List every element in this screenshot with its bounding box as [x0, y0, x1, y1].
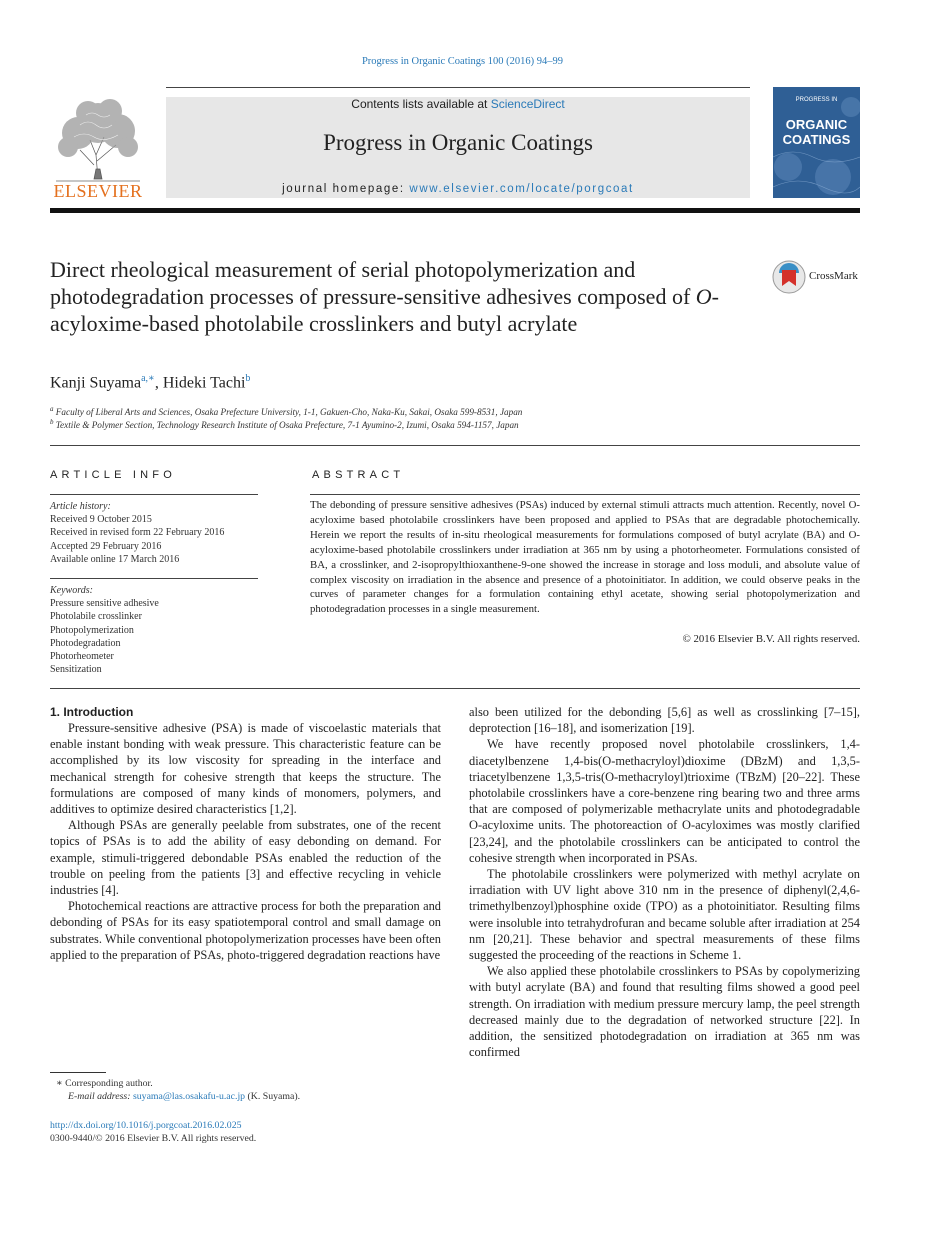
article-info-heading: ARTICLE INFO — [50, 469, 176, 481]
header-thick-rule — [50, 208, 860, 213]
footnote-rule — [50, 1072, 106, 1073]
keyword-item: Photolabile crosslinker — [50, 611, 142, 623]
section-heading-introduction: 1. Introduction — [50, 705, 134, 719]
authors-line — [50, 373, 250, 392]
history-item: Accepted 29 February 2016 — [50, 540, 162, 552]
homepage-line — [166, 183, 750, 195]
keyword-item: Photopolymerization — [50, 624, 134, 636]
keywords-block — [50, 584, 258, 676]
history-item: Received 9 October 2015 — [50, 514, 152, 526]
author-1-affil-mark[interactable]: a,∗ — [141, 373, 155, 384]
author-1[interactable]: Kanji Suyama — [50, 374, 142, 392]
email-line — [50, 1091, 300, 1102]
body-rule — [50, 688, 860, 689]
elsevier-logo — [50, 95, 146, 201]
journal-cover — [773, 87, 860, 198]
homepage-prefix: journal homepage: — [282, 183, 410, 195]
paragraph: We have recently proposed novel photolabile crosslinkers, 1,4-diacetylbenzene 1,4-bis(O-methacryloyl)dioxime (DBzM) and 1,3,5-triacetylbenzene 1,3,5-tris(O-methacryloyl)trioxime (TBzM) [20–22]. These photolabile crosslinkers have a core-benzene ring bearing two and three arms that are composed of polymerizable methacrylate units and photodegradable O-acyloxime units. The photoreaction of O-acyloximes was mostly clarified [23,24], and the photolabile crosslinkers can be anticipated to control the cohesive strength when incorporated in PSAs. — [469, 737, 860, 865]
paragraph: The photolabile crosslinkers were polymerized with methyl acrylate on irradiation with UV light above 310 nm in the presence of diphenyl(2,4,6-trimethylbenzoyl)phosphine oxide (TPO) as a photoinitiator. Resulting films were insoluble into tetrahydrofuran and became soluble after irradiation at 254 nm [20,21]. These behavior and spectral measurements of these films suggested the proceeding of the reactions in Scheme 1. — [469, 867, 860, 963]
cover-word-2: COATINGS — [782, 132, 851, 147]
corresponding-author-note: ∗ Corresponding author. — [56, 1078, 153, 1089]
title-part-1: Direct rheological measurement of serial photopolymerization and photodegradation processes of pressure-sensitive adhesives composed of — [50, 257, 696, 309]
issn-line: 0300-9440/© 2016 Elsevier B.V. All rights reserved. — [50, 1133, 257, 1144]
abstract-heading: ABSTRACT — [312, 469, 405, 481]
paragraph: also been utilized for the debonding [5,6] as well as crosslinking [7–15], deprotection [16–18], and isomerization [19]. — [469, 705, 860, 736]
doi-link[interactable]: http://dx.doi.org/10.1016/j.porgcoat.2016.02.025 — [50, 1120, 242, 1131]
body-column-left — [50, 720, 441, 963]
affiliation-b — [50, 418, 519, 430]
affiliation-b-mark: b — [50, 418, 54, 426]
paragraph: Photochemical reactions are attractive process for both the preparation and debonding of PSAs for its easy spatiotemporal control and small damage on substrates. While conventional photopolymerization processes have been often applied to the preparation of PSAs, photo-triggered degradation reactions have — [50, 899, 441, 962]
title-italic: O — [695, 284, 712, 309]
sciencedirect-link[interactable]: ScienceDirect — [490, 97, 565, 111]
abstract-copyright: © 2016 Elsevier B.V. All rights reserved. — [682, 633, 860, 645]
affiliation-a — [50, 405, 522, 417]
running-head[interactable]: Progress in Organic Coatings 100 (2016) 94–99 — [361, 56, 564, 67]
cover-word-1: ORGANIC — [785, 117, 848, 132]
elsevier-wordmark: ELSEVIER — [53, 181, 143, 201]
title-part-2: -acyloxime-based photolabile crosslinkers and butyl acrylate — [50, 284, 719, 336]
paragraph: We also applied these photolabile crosslinkers to PSAs by copolymerizing with butyl acrylate (BA) and found that resulting films showed a good peel strength. On irradiation with medium pressure mercury lamp, the peel strength decreased mainly due to the degradation of networked structure [22]. In addition, the sensitized photodegradation on irradiation at 365 nm was confirmed — [469, 964, 860, 1060]
email-suffix: (K. Suyama). — [245, 1091, 301, 1102]
crossmark-label: CrossMark — [809, 270, 858, 282]
contents-prefix: Contents lists available at — [351, 97, 491, 111]
contents-line — [166, 97, 750, 111]
email-link[interactable]: suyama@las.osakafu-u.ac.jp — [132, 1091, 246, 1102]
body-column-right — [469, 704, 860, 1060]
author-separator: , — [154, 374, 163, 392]
header-rule — [166, 87, 750, 88]
author-2-affil-mark[interactable]: b — [245, 373, 251, 384]
history-item: Received in revised form 22 February 2016 — [50, 527, 225, 539]
author-2[interactable]: Hideki Tachi — [162, 374, 246, 392]
article-title — [50, 256, 750, 337]
bottom-info — [50, 1119, 256, 1145]
keywords-label: Keywords: — [50, 585, 93, 596]
history-item: Available online 17 March 2016 — [50, 553, 180, 565]
article-history — [50, 500, 258, 566]
affiliation-a-text: Faculty of Liberal Arts and Sciences, Osaka Prefecture University, 1-1, Gakuen-Cho, Naka-Ku, Sakai, Osaka 599-8531, Japan — [55, 407, 523, 418]
abstract-rule — [310, 494, 860, 495]
email-label: E-mail address: — [68, 1091, 133, 1102]
keyword-item: Sensitization — [50, 664, 102, 676]
footnote — [50, 1077, 300, 1103]
keywords-rule — [50, 578, 258, 579]
article-info-rule — [50, 494, 258, 495]
paragraph: Although PSAs are generally peelable from substrates, one of the recent topics of PSAs is to add the ability of easy debonding on demand. For example, stimuli-triggered debondable PSAs enabled the reduction of the trouble on peeling from the patients [3] and effective recycling in vehicle industries [4]. — [50, 818, 441, 898]
crossmark-badge[interactable] — [771, 259, 863, 295]
affiliation-rule — [50, 445, 860, 446]
journal-title: Progress in Organic Coatings — [323, 130, 593, 155]
history-label: Article history: — [50, 501, 111, 512]
affiliation-a-mark: a — [50, 405, 54, 413]
keyword-item: Photodegradation — [50, 637, 121, 649]
keyword-item: Pressure sensitive adhesive — [50, 598, 159, 610]
homepage-link[interactable]: www.elsevier.com/locate/porgcoat — [409, 183, 634, 195]
paragraph: Pressure-sensitive adhesive (PSA) is made of viscoelastic materials that enable instant bonding with weak pressure. This characteristic feature can be accomplished by its low viscosity for spreading in the interface and mechanical strength for cohesive strength that keeps the structure. The formulations are composed of many kinds of monomers, polymers, and additives to optimize desired characteristics [1,2]. — [50, 721, 441, 817]
crossmark-icon — [771, 259, 807, 295]
keyword-item: Photorheometer — [50, 651, 114, 663]
cover-top: PROGRESS IN — [795, 97, 838, 103]
affiliation-b-text: Textile & Polymer Section, Technology Research Institute of Osaka Prefecture, 7-1 Ayumino-2, Izumi, Osaka 594-1157, Japan — [55, 420, 519, 431]
abstract-text: The debonding of pressure sensitive adhesives (PSAs) induced by external stimuli attracts much attention. Recently, novel O-acyloxime based photolabile crosslinkers have been proposed and applied to PSAs that are degradable photochemically. Herein we report the results of in-situ rheological measurements for formulations composed of butyl acrylate (BA) and O-acyloxime-based photolabile crosslinkers under irradiation at 365 nm by using a photorheometer. Formulations consisted of BA, a crosslinker, and 2-isopropylthioxanthene-9-one showed the increase in storage and loss moduli, and absolute value of complex viscosity on irradiation in the absence and presence of a photoinitiator. In addition, we could observe peaks in the curves of parameter changes for a formulation containing ethyl acetate, showing serial photopolymerization and photodegradation processes in a single measurement. — [310, 499, 860, 616]
